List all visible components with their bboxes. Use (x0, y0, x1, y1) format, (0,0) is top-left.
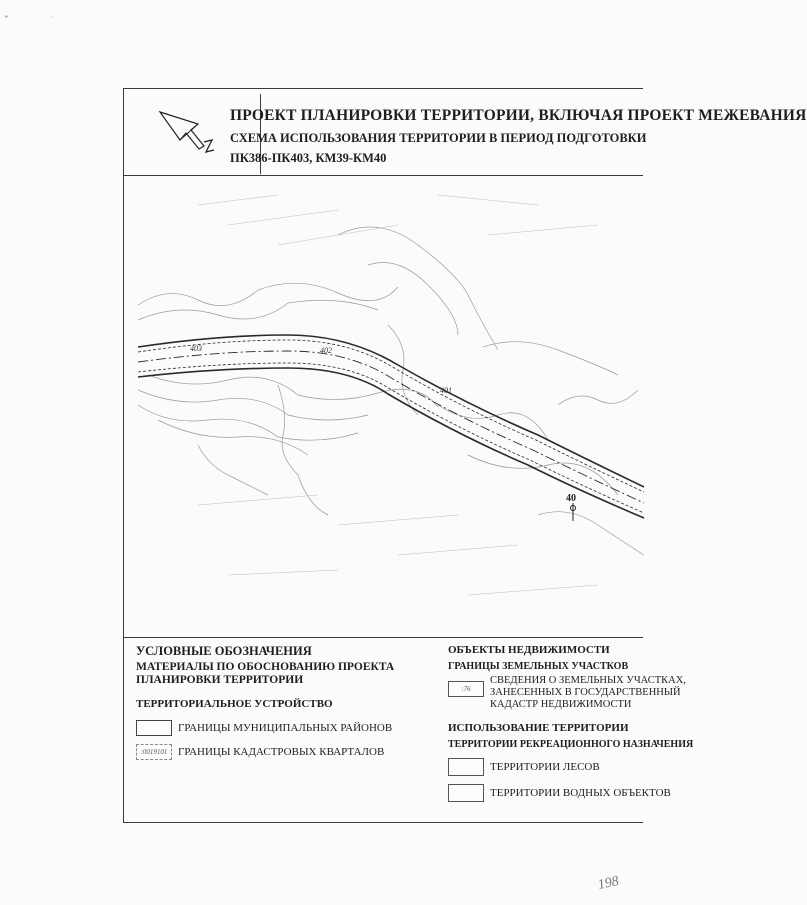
water-swatch (448, 784, 484, 802)
legend-municipal: ГРАНИЦЫ МУНИЦИПАЛЬНЫХ РАЙОНОВ (178, 722, 393, 734)
legend-territorial: ТЕРРИТОРИАЛЬНОЕ УСТРОЙСТВО (136, 698, 333, 710)
km-label: 40 (566, 493, 576, 504)
scan-speck: ▪ (5, 12, 8, 21)
legend-forests: ТЕРРИТОРИИ ЛЕСОВ (490, 761, 600, 773)
legend-land-use: ИСПОЛЬЗОВАНИЕ ТЕРРИТОРИИ (448, 722, 629, 734)
plot-swatch: :76 (448, 681, 484, 697)
legend-cadastral: ГРАНИЦЫ КАДАСТРОВЫХ КВАРТАЛОВ (178, 746, 385, 758)
forest-swatch (448, 758, 484, 776)
picket-label: 402 (320, 346, 332, 355)
picket-label: 403 (190, 344, 202, 353)
terrain-map (138, 175, 644, 631)
page-number: 198 (596, 873, 621, 894)
map-sheet (123, 88, 807, 823)
project-title: ПРОЕКТ ПЛАНИРОВКИ ТЕРРИТОРИИ, ВКЛЮЧАЯ ПРОЕКТ МЕЖЕВАНИЯ (230, 107, 807, 124)
legend-recreation: ТЕРРИТОРИИ РЕКРЕАЦИОННОГО НАЗНАЧЕНИЯ (448, 739, 694, 750)
scheme-title: СХЕМА ИСПОЛЬЗОВАНИЯ ТЕРРИТОРИИ В ПЕРИОД ПОДГОТОВКИ (230, 131, 647, 145)
legend-land-plots: ГРАНИЦЫ ЗЕМЕЛЬНЫХ УЧАСТКОВ (448, 661, 629, 672)
legend-real-estate: ОБЪЕКТЫ НЕДВИЖИМОСТИ (448, 644, 610, 656)
section-range: ПК386-ПК403, КМ39-КМ40 (230, 151, 387, 165)
legend-info-3: КАДАСТР НЕДВИЖИМОСТИ (490, 699, 632, 710)
title-text (230, 107, 807, 166)
legend-heading: УСЛОВНЫЕ ОБОЗНАЧЕНИЯ (136, 644, 312, 658)
legend-info-2: ЗАНЕСЕННЫХ В ГОСУДАРСТВЕННЫЙ (490, 687, 681, 698)
municipal-border-swatch (136, 720, 172, 736)
picket-label: 401 (440, 386, 452, 395)
cadastral-swatch: :0019101 (136, 744, 172, 760)
legend-materials-2: ПЛАНИРОВКИ ТЕРРИТОРИИ (136, 674, 304, 686)
title-block (124, 89, 807, 176)
legend-materials-1: МАТЕРИАЛЫ ПО ОБОСНОВАНИЮ ПРОЕКТА (136, 661, 395, 673)
km-post (571, 503, 576, 521)
north-arrow-icon (158, 106, 228, 162)
legend-water: ТЕРРИТОРИИ ВОДНЫХ ОБЪЕКТОВ (490, 787, 671, 799)
road-corridor (138, 335, 644, 518)
map-area (138, 175, 644, 631)
legend-info-1: СВЕДЕНИЯ О ЗЕМЕЛЬНЫХ УЧАСТКАХ, (490, 675, 686, 686)
faint-hatching (198, 195, 598, 595)
contour-lines (138, 227, 644, 555)
legend (124, 637, 694, 824)
scan-speck: · (50, 13, 53, 22)
